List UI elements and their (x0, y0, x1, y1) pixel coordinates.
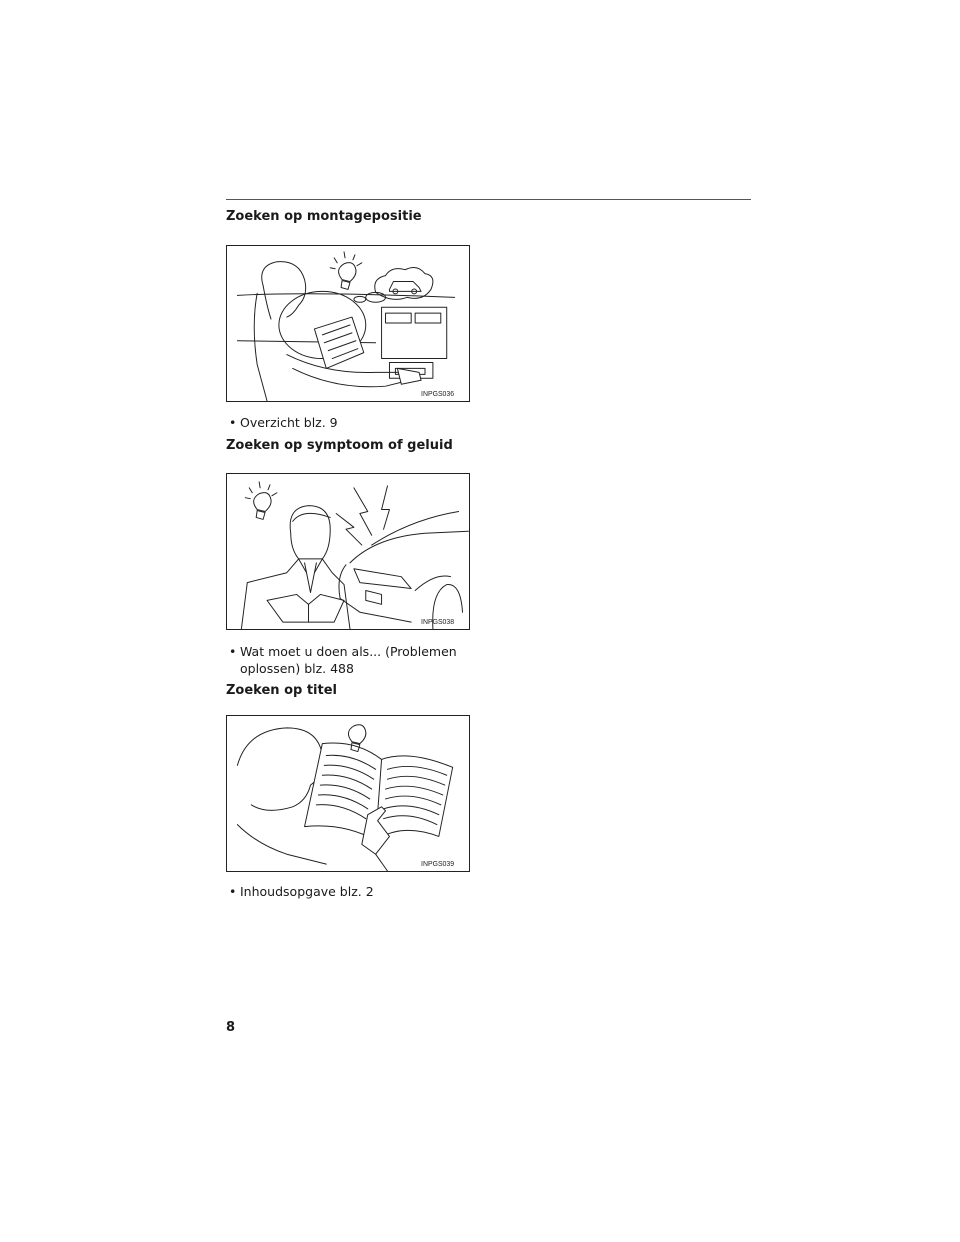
illustration-driver-dashboard (227, 246, 469, 401)
figure-code-1: INPGS036 (421, 391, 455, 399)
section-heading-symptom-sound: Zoeken op symptoom of geluid (226, 438, 453, 453)
figure-symptom-search (226, 473, 470, 630)
illustration-man-with-car (227, 474, 469, 629)
bullet-item-contents (226, 883, 374, 900)
figure-title-search (226, 715, 470, 872)
illustration-person-reading-manual (227, 716, 469, 871)
section-heading-title: Zoeken op titel (226, 683, 337, 698)
figure-dashboard-search (226, 245, 470, 402)
header-rule (226, 199, 751, 200)
bullet-text: Overzicht blz. 9 (240, 415, 338, 430)
figure-code-2: INPGS038 (421, 619, 455, 627)
bullet-text: Inhoudsopgave blz. 2 (240, 884, 374, 899)
bullet-symbol: • (229, 644, 237, 659)
figure-code-3: INPGS039 (421, 861, 455, 869)
bullet-item-overview (226, 414, 338, 431)
bullet-item-troubleshooting (226, 643, 466, 677)
page-number: 8 (226, 1020, 236, 1035)
bullet-symbol: • (229, 884, 237, 899)
bullet-symbol: • (229, 415, 237, 430)
bullet-text: Wat moet u doen als... (Problemen oplossen) blz. 488 (240, 644, 457, 676)
section-heading-mounting-position: Zoeken op montagepositie (226, 209, 422, 224)
